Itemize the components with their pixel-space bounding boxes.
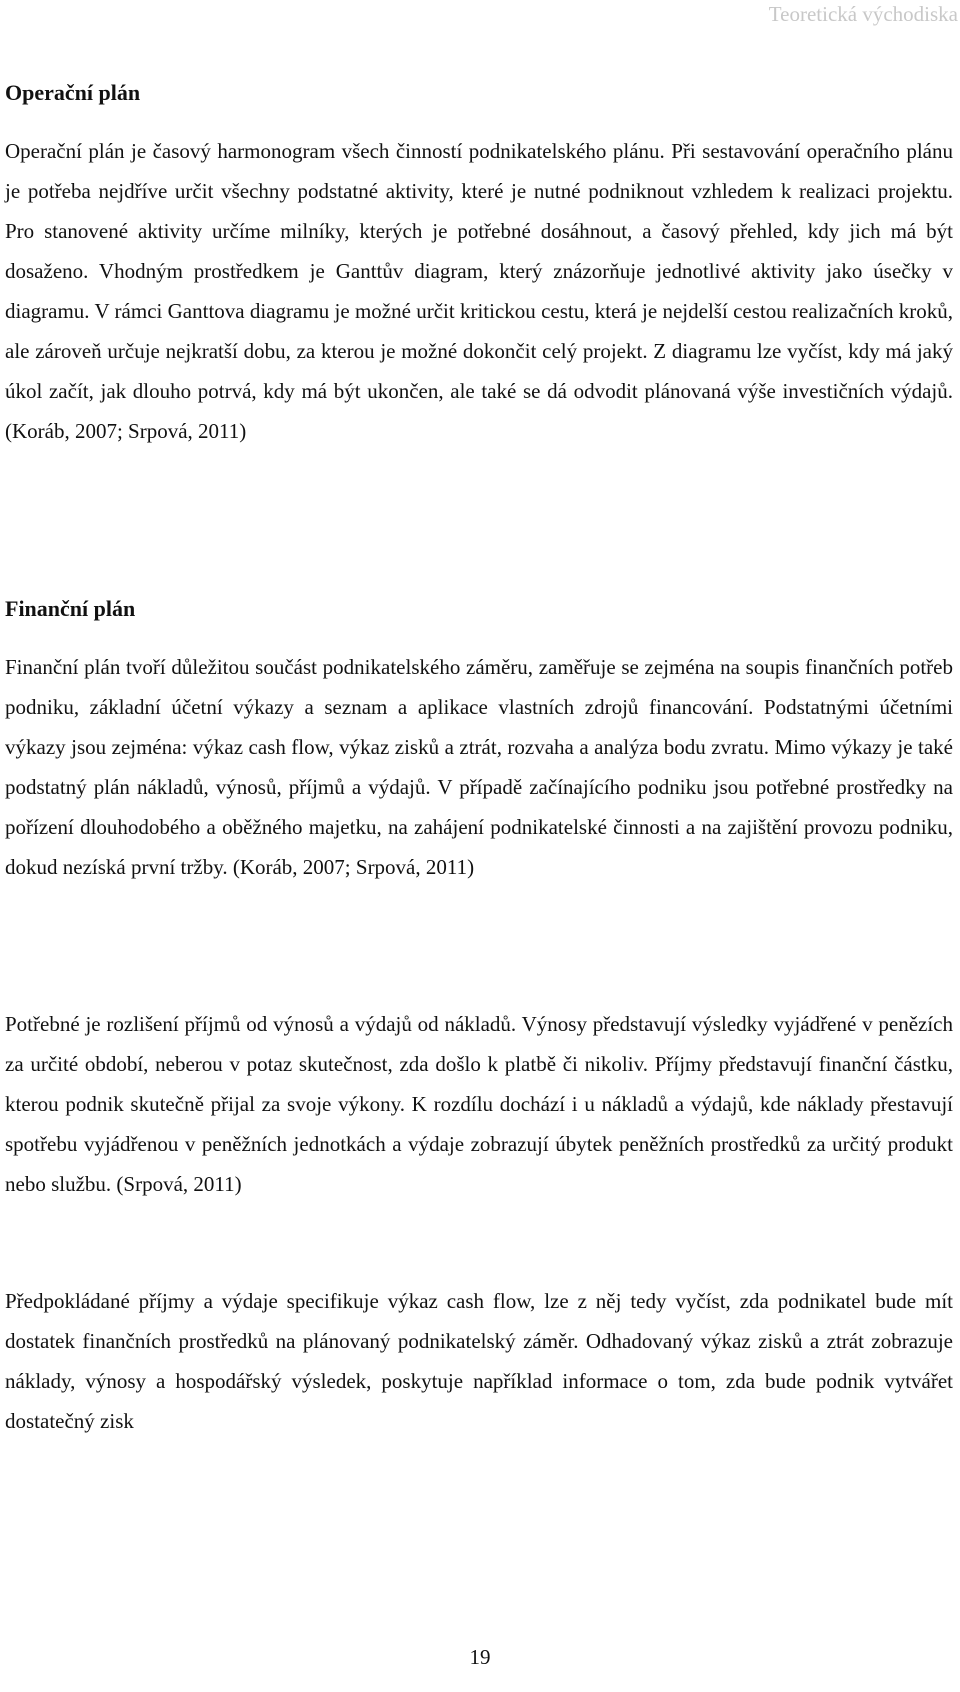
section-heading-financial-plan: Finanční plán [5, 596, 136, 621]
paragraph-financial-plan-3: Předpokládané příjmy a výdaje specifikuje výkaz cash flow, lze z něj tedy vyčíst, zda podnikatel bude mít dostatek finančních prostředků na plánovaný podnikatelský záměr. Odhadovaný výkaz zisků a ztrát zobrazuje náklady, výnosy a hospodářský výsledek, poskytuje například informace o tom, zda bude podnik vytvářet dostatečný zisk [5, 1289, 953, 1433]
section-heading-operational-plan: Operační plán [5, 80, 141, 105]
paragraph-financial-plan-1: Finanční plán tvoří důležitou součást podnikatelského záměru, zaměřuje se zejména na soupis finančních potřeb podniku, základní účetní výkazy a seznam a aplikace vlastních zdrojů financování. Podstatnými účetními výkazy jsou zejména: výkaz cash flow, výkaz zisků a ztrát, rozvaha a analýza bodu zvratu. Mimo výkazy je také podstatný plán nákladů, výnosů, příjmů a výdajů. V případě začínajícího podniku jsou potřebné prostředky na pořízení dlouhodobého a oběžného majetku, na zahájení podnikatelské činnosti a na zajištění provozu podniku, dokud nezíská první tržby. (Koráb, 2007; Srpová, 2011) [5, 655, 953, 879]
page-number: 19 [469, 1645, 491, 1669]
running-header-title: Teoretická východiska [768, 2, 958, 26]
paragraph-financial-plan-2: Potřebné je rozlišení příjmů od výnosů a výdajů od nákladů. Výnosy představují výsledky vyjádřené v penězích za určité období, neberou v potaz skutečnost, zda došlo k platbě či nikoliv. Příjmy představují finanční částku, kterou podnik skutečně přijal za svoje výkony. K rozdílu dochází i u nákladů a výdajů, kde náklady přestavují spotřebu vyjádřenou v peněžních jednotkách a výdaje zobrazují úbytek peněžních prostředků za určitý produkt nebo službu. (Srpová, 2011) [5, 1012, 953, 1196]
paragraph-operational-plan: Operační plán je časový harmonogram všech činností podnikatelského plánu. Při sestavování operačního plánu je potřeba nejdříve určit všechny podstatné aktivity, které je nutné podniknout vzhledem k realizaci projektu. Pro stanovené aktivity určíme milníky, kterých je potřebné dosáhnout, a časový přehled, kdy jich má být dosaženo. Vhodným prostředkem je Ganttův diagram, který znázorňuje jednotlivé aktivity jako úsečky v diagramu. V rámci Ganttova diagramu je možné určit kritickou cestu, která je nejdelší cestou realizačních kroků, ale zároveň určuje nejkratší dobu, za kterou je možné dokončit celý projekt. Z diagramu lze vyčíst, kdy má jaký úkol začít, jak dlouho potrvá, kdy má být ukončen, ale také se dá odvodit plánovaná výše investičních výdajů. (Koráb, 2007; Srpová, 2011) [5, 139, 953, 443]
